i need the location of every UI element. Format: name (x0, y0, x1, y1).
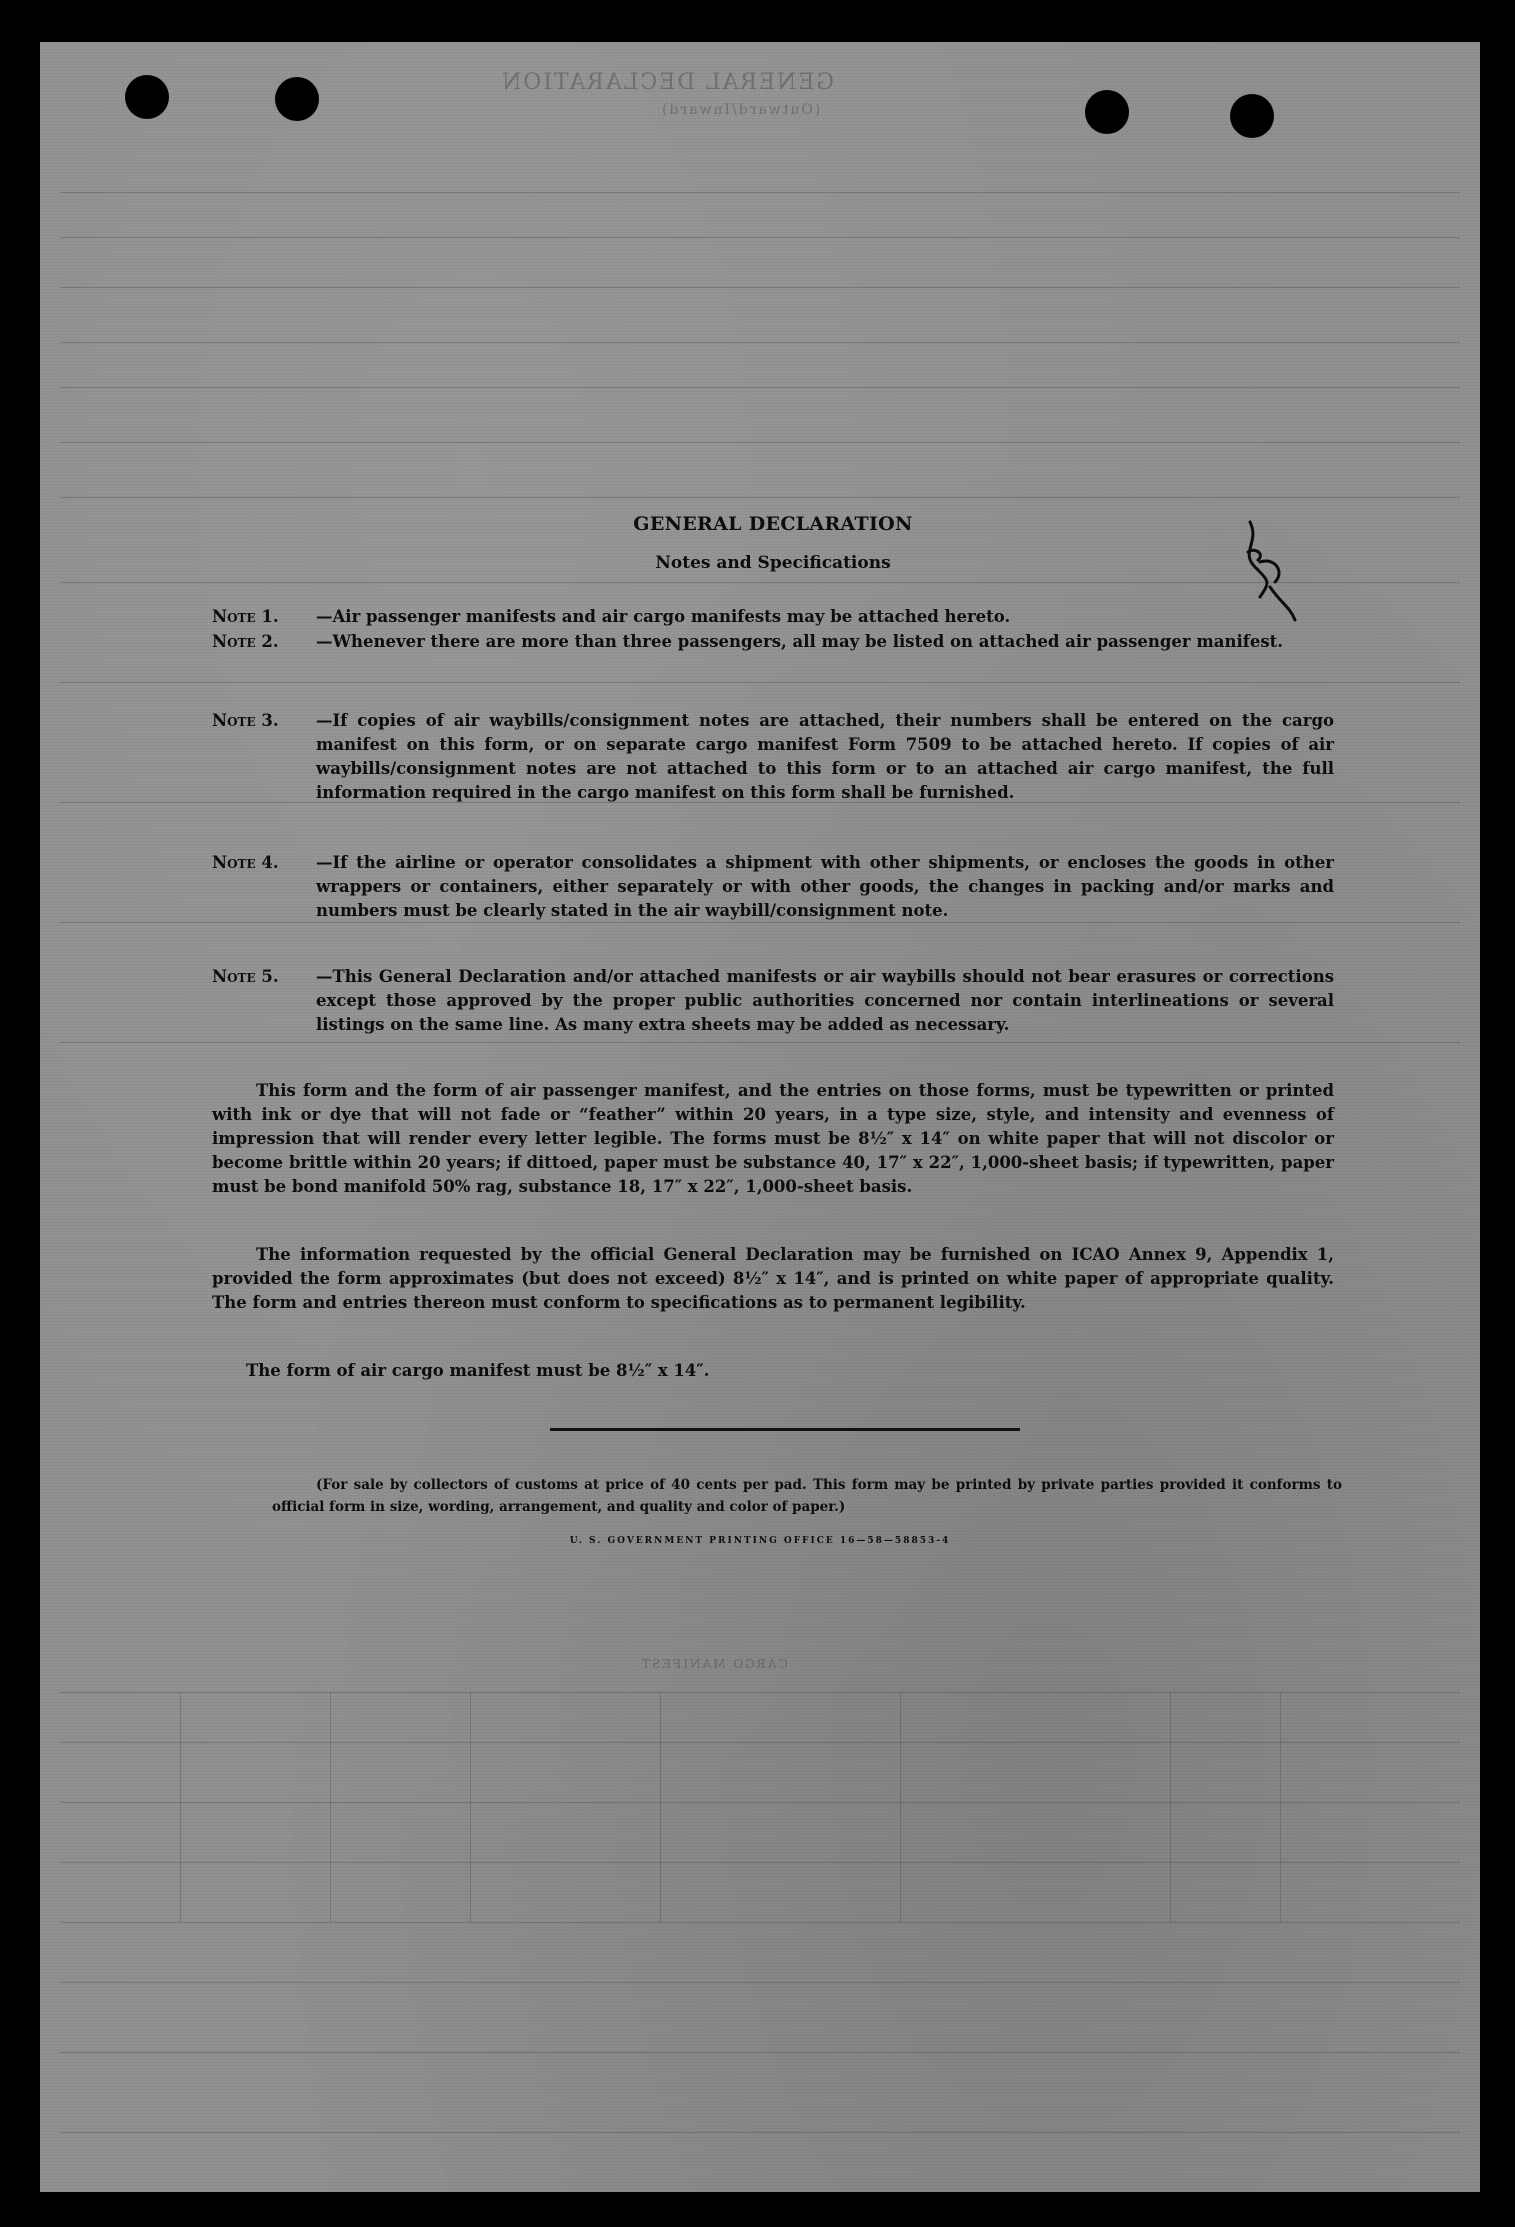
show-through-line (60, 497, 1460, 498)
divider-rule (550, 1428, 1020, 1431)
document-page (40, 42, 1480, 2192)
show-through-line (60, 2132, 1460, 2133)
show-through-line (60, 1982, 1460, 1983)
punch-hole-2 (275, 77, 319, 121)
document-subtitle: Notes and Specifications (655, 553, 891, 573)
show-through-line (60, 1802, 1460, 1803)
note-label: Note 4. (212, 853, 279, 872)
punch-hole-1 (125, 75, 169, 119)
note-text: —If the airline or operator consolidates a shipment with other shipments, or encloses the goods in other wrappers or containers, either separately or with other goods, the changes in packing and/or marks and numbers must be clearly stated in the air waybill/consignment note. (316, 853, 1334, 920)
show-through-line (60, 2052, 1460, 2053)
show-through-line (60, 287, 1460, 288)
show-through-line (60, 1042, 1460, 1043)
show-through-line (60, 342, 1460, 343)
show-through-line (60, 1742, 1460, 1743)
show-through-column (180, 1692, 181, 1922)
note-label: Note 5. (212, 967, 279, 986)
note-text: —This General Declaration and/or attached manifests or air waybills should not bear erasures or corrections except those approved by the proper public authorities concerned nor contain interlineations or several listings on the same line. As many extra sheets may be added as necessary. (316, 967, 1334, 1034)
note-text: —Whenever there are more than three passengers, all may be listed on attached air passenger manifest. (316, 632, 1284, 651)
note-1 (212, 605, 1334, 629)
punch-hole-4 (1230, 94, 1274, 138)
show-through-line (60, 1922, 1460, 1923)
icao-paragraph: The information requested by the official General Declaration may be furnished on ICAO Annex 9, Appendix 1, provided the form approximates (but does not exceed) 8½″ x 14″, and is printed on white paper of appropriate quality. The form and entries thereon must conform to specifications as to permanent legibility. (212, 1245, 1334, 1312)
show-through-column (900, 1692, 901, 1922)
note-text: —If copies of air waybills/consignment notes are attached, their numbers shall be entered on the cargo manifest on this form, or on separate cargo manifest Form 7509 to be attached hereto. If copies of air waybills/consignment notes are not attached to this form or to an attached air cargo manifest, the full information required in the cargo manifest on this form shall be furnished. (316, 711, 1334, 802)
show-through-column (1280, 1692, 1281, 1922)
show-through-column (470, 1692, 471, 1922)
show-through-column (1170, 1692, 1171, 1922)
show-through-cargo-heading: CARGO MANIFEST (640, 1657, 788, 1671)
show-through-header-sub: (Outward/Inward) (660, 102, 821, 118)
note-2 (212, 630, 1334, 654)
note-label: Note 3. (212, 711, 279, 730)
show-through-line (60, 1862, 1460, 1863)
show-through-column (660, 1692, 661, 1922)
show-through-line (60, 237, 1460, 238)
note-label: Note 1. (212, 607, 279, 626)
punch-hole-3 (1085, 90, 1129, 134)
note-3 (212, 709, 1334, 805)
note-5 (212, 965, 1334, 1037)
show-through-line (60, 192, 1460, 193)
note-text: —Air passenger manifests and air cargo manifests may be attached hereto. (316, 607, 1011, 626)
document-title: GENERAL DECLARATION (633, 513, 913, 535)
show-through-line (60, 442, 1460, 443)
cargo-manifest-size-paragraph: The form of air cargo manifest must be 8½″ x 14″. (246, 1361, 710, 1380)
note-label: Note 2. (212, 632, 279, 651)
show-through-line (60, 1692, 1460, 1693)
note-4 (212, 851, 1334, 923)
sale-notice: (For sale by collectors of customs at price of 40 cents per pad. This form may be printed by private parties provided it conforms to official form in size, wording, arrangement, and quality and color of paper.) (272, 1477, 1342, 1515)
show-through-line (60, 387, 1460, 388)
printer-imprint: U. S. GOVERNMENT PRINTING OFFICE 16—58—58853-4 (569, 1536, 951, 1546)
show-through-line (60, 682, 1460, 683)
show-through-header: GENERAL DECLARATION (500, 70, 834, 95)
show-through-column (330, 1692, 331, 1922)
legibility-paragraph: This form and the form of air passenger manifest, and the entries on those forms, must be typewritten or printed with ink or dye that will not fade or “feather” within 20 years, in a type size, style, and intensity and evenness of impression that will render every letter legible. The forms must be 8½″ x 14″ on white paper that will not discolor or become brittle within 20 years; if dittoed, paper must be substance 40, 17″ x 22″, 1,000-sheet basis; if typewritten, paper must be bond manifold 50% rag, substance 18, 17″ x 22″, 1,000-sheet basis. (212, 1081, 1334, 1196)
